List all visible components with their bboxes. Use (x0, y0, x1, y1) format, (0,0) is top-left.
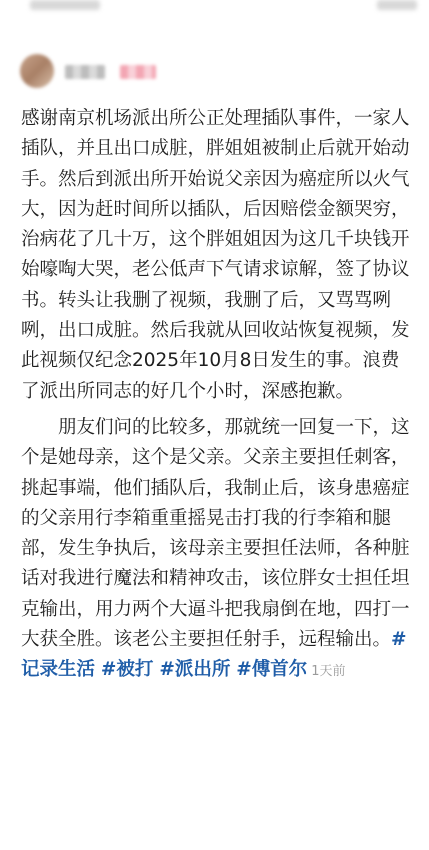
author-badge-blurred (120, 65, 156, 79)
avatar[interactable] (20, 54, 54, 88)
post-paragraph-2 (21, 413, 413, 688)
hashtag-police-station[interactable]: #派出所 (159, 659, 231, 681)
post-body (21, 104, 413, 688)
status-bar-time-blurred (30, 0, 100, 10)
post-paragraph-2-text: 朋友们问的比较多，那就统一回复一下，这个是她母亲，这个是父亲。父亲主要担任刺客，挑起事端，他们插队后，我制止后，该身患癌症的父亲用行李箱重重摇晃击打我的行李箱和腿部，发生争执后，该母亲主要担任法师，各种脏话对我进行魔法和精神攻击，该位胖女士担任坦克输出，用力两个大逼斗把我扇倒在地，四打一大获全胜。该老公主要担任射手，远程输出。 (21, 416, 410, 651)
hashtag-fu-shouer[interactable]: #傅首尔 (236, 659, 308, 681)
status-bar (0, 0, 429, 22)
author-name-blurred[interactable] (65, 65, 105, 79)
hashtag-beaten[interactable]: #被打 (100, 659, 154, 681)
status-bar-icons-blurred (377, 0, 417, 10)
post-paragraph-1: 感谢南京机场派出所公正处理插队事件，一家人插队，并且出口成脏，胖姐姐被制止后就开始动手。然后到派出所开始说父亲因为癌症所以火气大，因为赶时间所以插队，后因赔偿金额哭穷，治病花了几十万，这个胖姐姐因为这几千块钱开始嚎啕大哭，老公低声下气请求谅解，签了协议书。转头让我删了视频，我删了后，又骂骂咧咧，出口成脏。然后我就从回收站恢复视频，发此视频仅纪念2025年10月8日发生的事。浪费了派出所同志的好几个小时，深感抱歉。 (21, 108, 410, 402)
post-time: 1天前 (311, 664, 346, 680)
author-row (0, 48, 429, 92)
hashtag-record-life[interactable]: #记录生活 (21, 629, 407, 681)
